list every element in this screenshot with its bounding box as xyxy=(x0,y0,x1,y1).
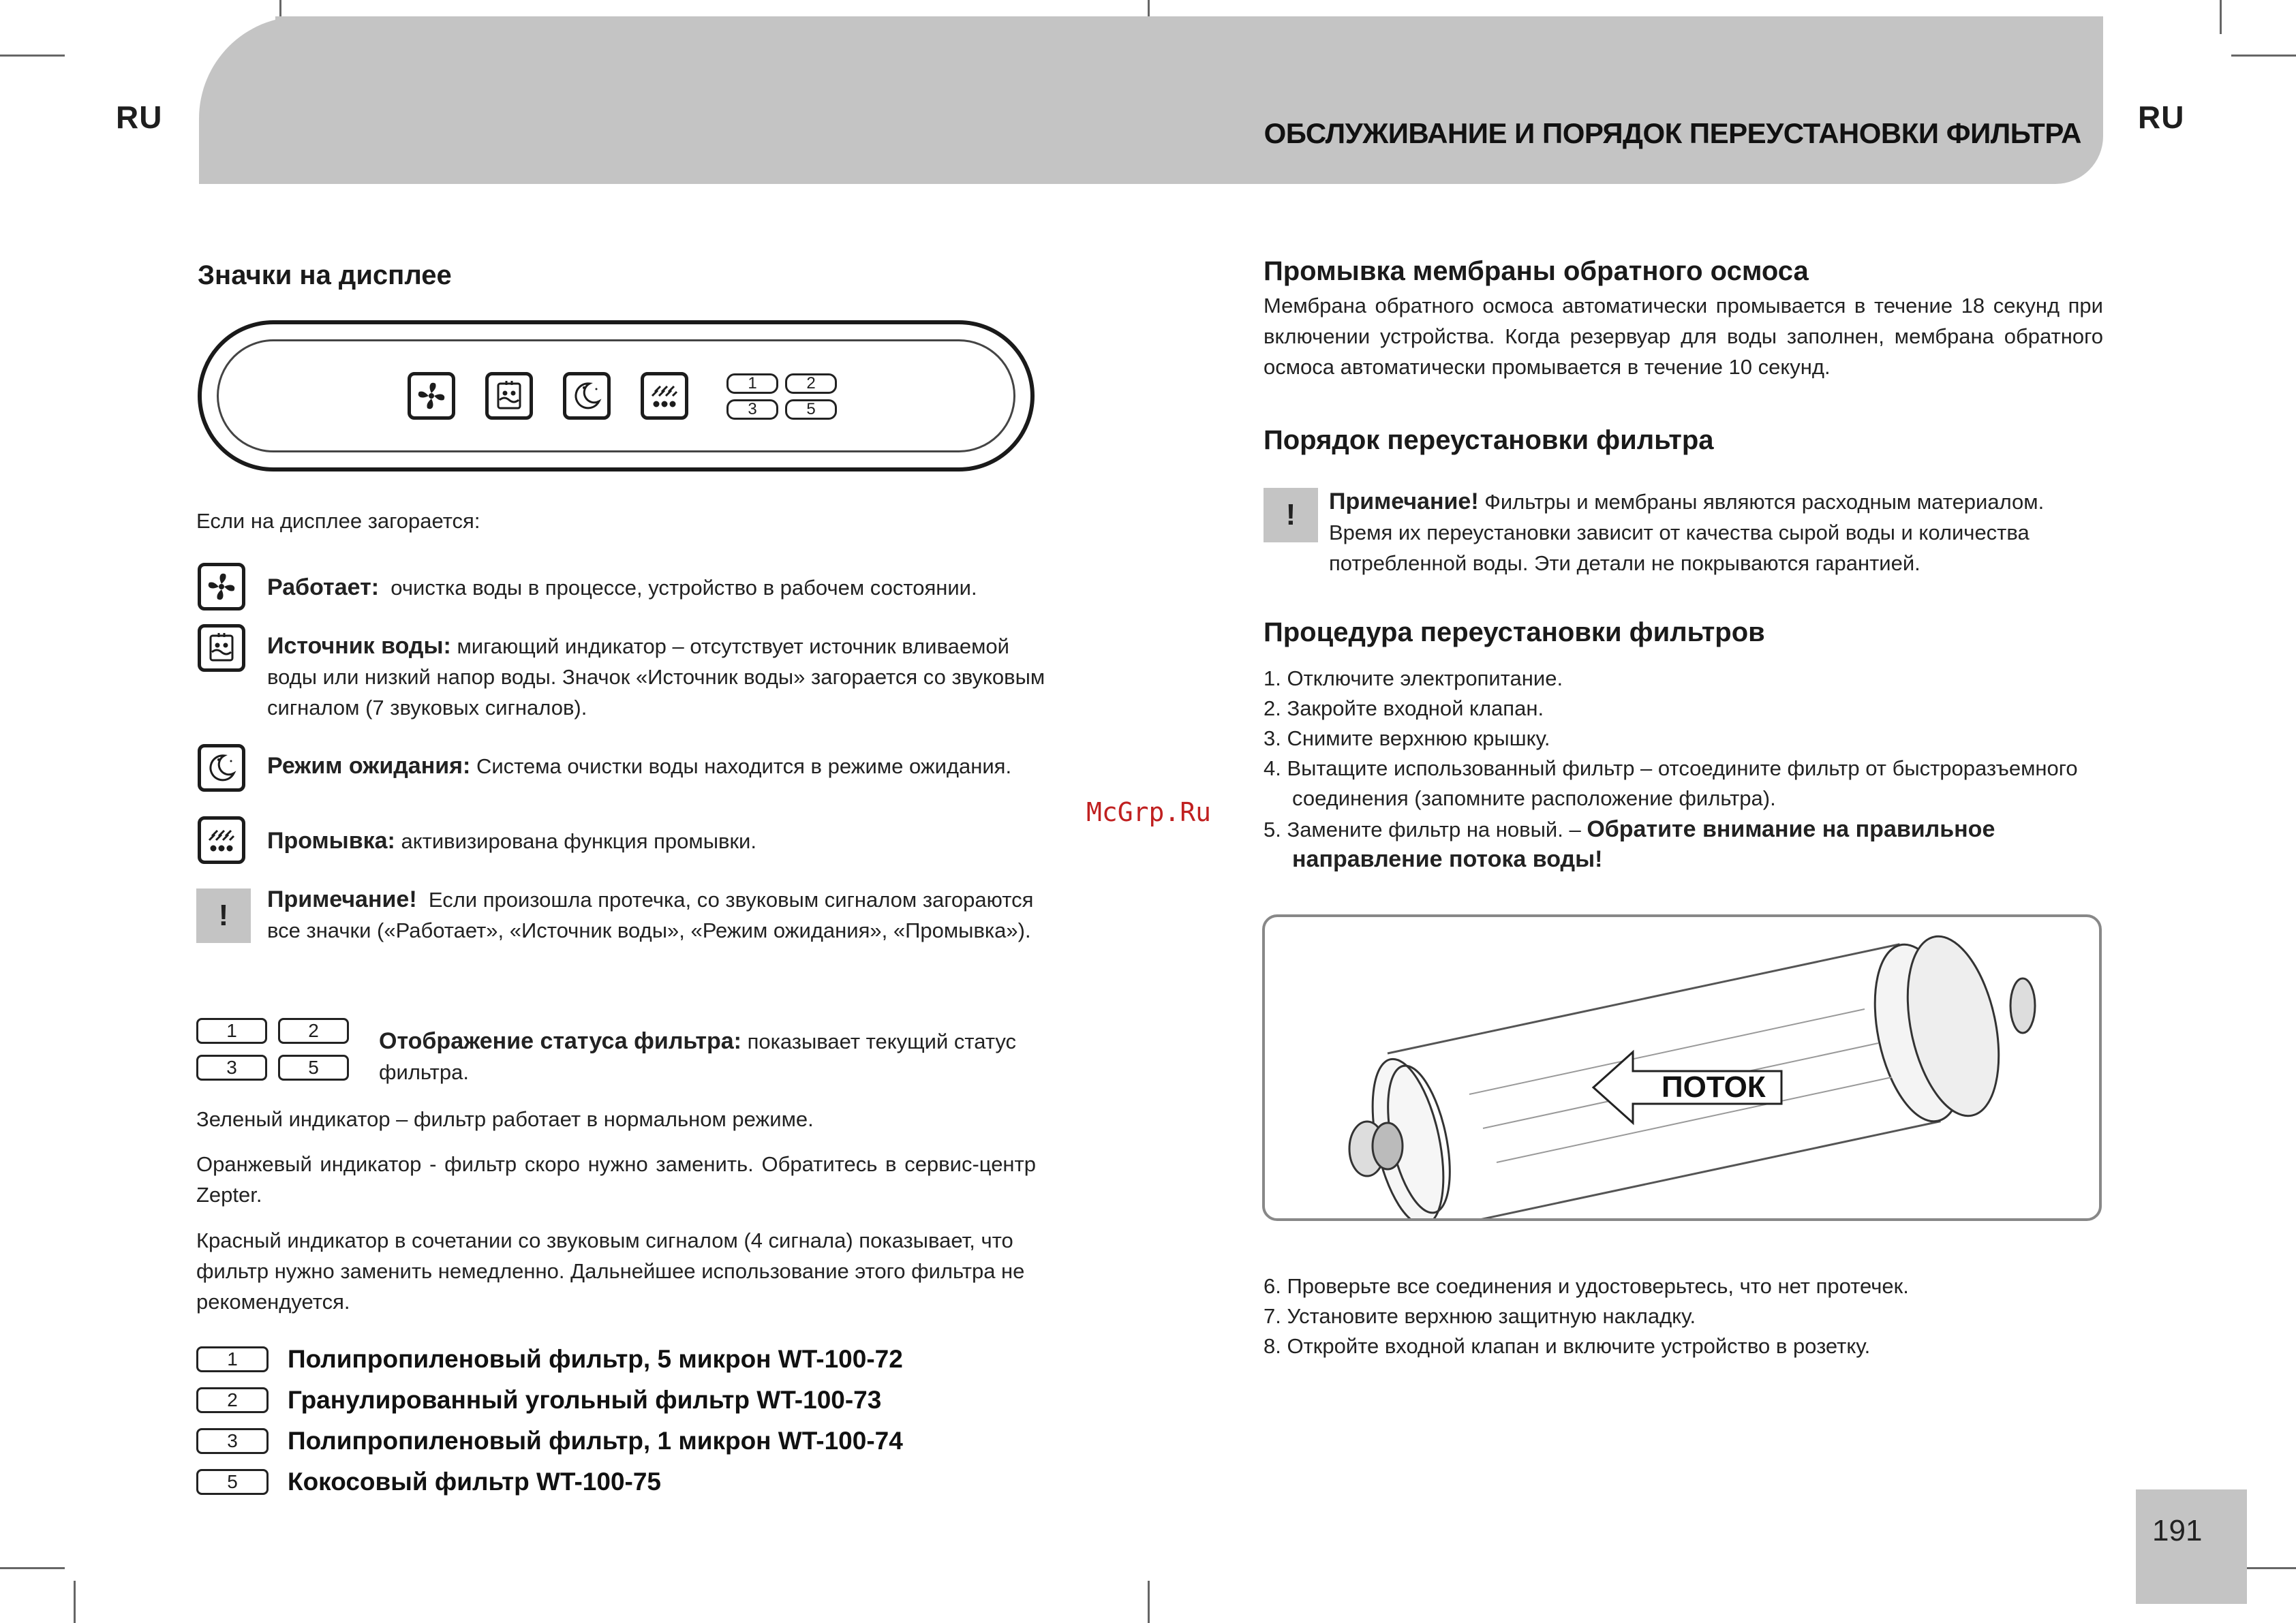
flush-icon xyxy=(641,372,688,420)
note-mark: ! xyxy=(1264,488,1318,542)
filter-1-indicator: 1 xyxy=(196,1018,267,1044)
display-panel xyxy=(198,320,1035,472)
filter-legend-name: Кокосовый фильтр WT-100-75 xyxy=(288,1468,662,1496)
item-water-source: Источник воды: мигающий индикатор – отсутствует источник вливаемой воды или низкий напор воды. Значок «Источник воды» загорается со звуковым сигналом (7 звуковых сигналов). xyxy=(267,633,1045,720)
header-band xyxy=(275,16,2103,119)
crop-mark xyxy=(2220,0,2222,34)
item-flush: Промывка: активизирована функция промывки. xyxy=(267,828,756,854)
display-filter-3-indicator: 3 xyxy=(726,399,778,420)
step-2: 2. Закройте входной клапан. xyxy=(1264,696,1544,720)
moon-icon xyxy=(198,744,245,792)
filter-legend-name: Гранулированный угольный фильтр WT-100-73 xyxy=(288,1386,882,1414)
note-leak: Примечание! Если произошла протечка, со звуковым сигналом загораются все значки («Работает», «Источник воды», «Режим ожидания», «Промывка»). xyxy=(267,886,1034,942)
note-mark: ! xyxy=(196,888,251,943)
display-icons-heading: Значки на дисплее xyxy=(198,260,452,290)
crop-mark xyxy=(74,1581,76,1623)
crop-mark xyxy=(0,1567,65,1569)
step-7: 7. Установите верхнюю защитную накладку. xyxy=(1264,1304,1696,1328)
step-8: 8. Откройте входной клапан и включите устройство в розетку. xyxy=(1264,1334,1871,1358)
filter-legend-num: 3 xyxy=(196,1428,269,1454)
water-source-icon xyxy=(485,372,533,420)
page-title: ОБСЛУЖИВАНИЕ И ПОРЯДОК ПЕРЕУСТАНОВКИ ФИЛЬТРА xyxy=(1264,117,2081,149)
filter-3-indicator: 3 xyxy=(196,1055,267,1081)
language-label-left: RU xyxy=(116,99,163,135)
flow-label: ПОТОК xyxy=(1662,1070,1766,1104)
fan-icon xyxy=(408,372,455,420)
orange-indicator-text: Оранжевый индикатор - фильтр скоро нужно заменить. Обратитесь в сервис-центр Zepter. xyxy=(196,1152,1036,1207)
crop-mark xyxy=(2231,55,2296,57)
display-filter-2-indicator: 2 xyxy=(785,373,837,394)
page-number: 191 xyxy=(2152,1514,2203,1547)
item-working: Работает: очистка воды в процессе, устройство в рабочем состоянии. xyxy=(267,574,977,600)
note-consumables: Примечание! Фильтры и мембраны являются расходным материалом. Время их переустановки зависит от качества сырой воды и количества потребленной воды. Эти детали не покрываются гарантией. xyxy=(1329,489,2045,575)
step-3: 3. Снимите верхнюю крышку. xyxy=(1264,726,1550,750)
filter-cartridge-drawing xyxy=(1265,917,2099,1218)
filter-5-indicator: 5 xyxy=(278,1055,349,1081)
filter-status-description: Отображение статуса фильтра: показывает текущий статус фильтра. xyxy=(379,1028,1017,1084)
display-filter-1-indicator: 1 xyxy=(726,373,778,394)
flush-text: Мембрана обратного осмоса автоматически промывается в течение 18 секунд при включении устройства. Когда резервуар для воды заполнен, мембрана обратного осмоса автоматически промывается в течение 10 секунд. xyxy=(1264,294,2103,379)
display-filter-5-indicator: 5 xyxy=(785,399,837,420)
filter-2-indicator: 2 xyxy=(278,1018,349,1044)
step-5: 5. Замените фильтр на новый. – Обратите внимание на правильное xyxy=(1264,816,1995,842)
crop-mark xyxy=(0,55,65,57)
filter-legend-num: 5 xyxy=(196,1469,269,1495)
language-label-right: RU xyxy=(2138,99,2185,135)
moon-icon xyxy=(563,372,611,420)
crop-mark xyxy=(1148,1581,1150,1623)
filter-legend-num: 1 xyxy=(196,1346,269,1372)
item-standby: Режим ожидания: Система очистки воды находится в режиме ожидания. xyxy=(267,753,1012,779)
fan-icon xyxy=(198,563,245,610)
step-6: 6. Проверьте все соединения и удостоверьтесь, что нет протечек. xyxy=(1264,1274,1909,1298)
flush-icon xyxy=(198,816,245,864)
filter-legend-name: Полипропиленовый фильтр, 5 микрон WT-100-72 xyxy=(288,1345,903,1373)
green-indicator-text: Зеленый индикатор – фильтр работает в нормальном режиме. xyxy=(196,1107,814,1131)
watermark: McGrp.Ru xyxy=(1086,797,1212,827)
display-intro: Если на дисплее загорается: xyxy=(196,509,480,533)
order-heading: Порядок переустановки фильтра xyxy=(1264,425,1714,455)
flush-heading: Промывка мембраны обратного осмоса xyxy=(1264,256,1809,286)
red-indicator-text: Красный индикатор в сочетании со звуковым сигналом (4 сигнала) показывает, что фильтр нужно заменить немедленно. Дальнейшее использование этого фильтра не рекомендуется. xyxy=(196,1228,1025,1314)
filter-legend-name: Полипропиленовый фильтр, 1 микрон WT-100-74 xyxy=(288,1427,903,1455)
step-4: 4. Вытащите использованный фильтр – отсоедините фильтр от быстроразъемного xyxy=(1264,756,2078,780)
filter-legend-num: 2 xyxy=(196,1387,269,1413)
filter-illustration xyxy=(1262,914,2102,1221)
step-1: 1. Отключите электропитание. xyxy=(1264,666,1563,690)
step-5-cont: направление потока воды! xyxy=(1292,846,1603,872)
procedure-heading: Процедура переустановки фильтров xyxy=(1264,617,1765,647)
step-4-cont: соединения (запомните расположение фильтра). xyxy=(1292,786,1776,810)
water-source-icon xyxy=(198,624,245,672)
